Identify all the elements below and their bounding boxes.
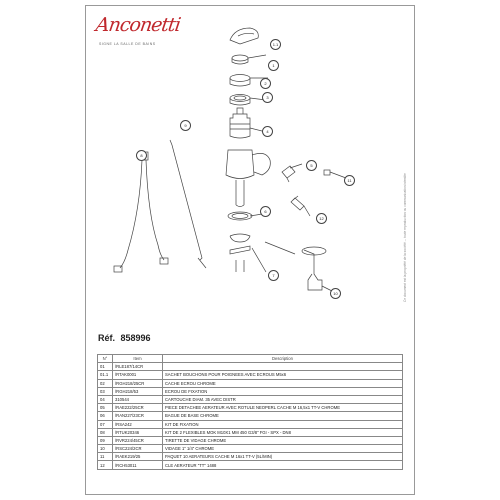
row-item: /RLE187/14CR [113,363,163,371]
row-description: BAGUE DE BASE CHROME [163,412,403,420]
nut-cover-part [230,75,250,82]
row-number: 04 [98,395,113,403]
row-item: /RAE222/25CR [113,404,163,412]
row-item: /RSA242 [113,420,163,428]
callout-3: 3 [262,92,273,103]
table-row [98,412,403,420]
parts-table [97,354,403,470]
aerator-pack [324,170,330,175]
callout-1: 1 [268,60,279,71]
callout-8: 8 [136,150,147,161]
row-number: 02 [98,379,113,387]
row-item: /RTAK0001 [113,371,163,379]
row-number: 12 [98,461,113,469]
reference-value: 858996 [120,333,151,343]
row-item: /RAN227/23CR [113,412,163,420]
table-row [98,461,403,469]
table-row [98,404,403,412]
row-item: /RVR224/45CR [113,436,163,444]
row-description: SACHET BOUCHONS POUR POIGNEES AVEC ECROUS M5x6 [163,371,403,379]
row-number: 03 [98,387,113,395]
row-description: ECROU DE FIXATION [163,387,403,395]
table-row [98,379,403,387]
table-row [98,420,403,428]
callout-1-1: 1.1 [270,39,281,50]
row-number: 08 [98,428,113,436]
reference-number [98,333,151,343]
column-header: Description [163,355,403,363]
callout-11: 11 [344,175,355,186]
row-item: 310544 [113,395,163,403]
row-description: TIRETTE DE VIDAGE CHROME [163,436,403,444]
drain-part [304,250,322,290]
table-row [98,453,403,461]
row-description: CACHE ECROU CHROME [163,379,403,387]
callout-4: 4 [262,126,273,137]
table-row [98,436,403,444]
table-row [98,428,403,436]
callout-5: 5 [306,160,317,171]
row-item: /RAEK219/25 [113,453,163,461]
brand-name: Anconetti [94,14,182,36]
table-row [98,445,403,453]
column-header: Item [113,355,163,363]
side-legal-note: Ce document est la propriété de la société ... toute reproduction ou communication interdite [403,173,407,302]
table-row [98,387,403,395]
callout-6: 6 [260,206,271,217]
row-description: CARTOUCHE DIAM. 35 AVEC DISTR [163,395,403,403]
fixing-kit [230,234,250,242]
row-number: 11 [98,453,113,461]
reference-label: Réf. [98,333,116,343]
row-description: PIECE DETACHEE AERATEUR AVEC ROTULE NEOPERL CACHE M 16,5x1 TT-V CHROME [163,404,403,412]
row-item: /RTUK20346 [113,428,163,436]
row-number: 07 [98,420,113,428]
callout-9: 9 [180,120,191,131]
table-row [98,395,403,403]
row-item: /RCH53011 [113,461,163,469]
row-number: 01 [98,363,113,371]
cap-part [232,55,248,61]
row-description [163,363,403,371]
row-item: /RGH218/53 [113,387,163,395]
table-header-row [98,355,403,363]
aerator-part [282,166,295,178]
row-number: 09 [98,436,113,444]
callout-10: 10 [330,288,341,299]
faucet-body [226,150,254,179]
column-header: N° [98,355,113,363]
lever-handle [230,28,258,44]
row-description: KIT DE 2 FLEXIBLES MOK M10X1 MM 450 G3/8" FGI - SPX - DN8 [163,428,403,436]
table-row [98,363,403,371]
fixing-nut-part [230,95,250,102]
row-description: VIDAGE 1" 1/4" CHROME [163,445,403,453]
row-item: /RGH218/25CR [113,379,163,387]
row-number: 01.1 [98,371,113,379]
row-description: CLE AERATEUR "TT" 1488 [163,461,403,469]
row-description: KIT DE FIXATION [163,420,403,428]
row-item: /RSC224/2CR [113,445,163,453]
table-row [98,371,403,379]
brand-tagline: SIGNE LA SALLE DE BAINS [99,42,156,46]
row-number: 05 [98,404,113,412]
flexible-hoses [120,160,142,268]
drain-rod [170,140,202,260]
cartridge-part [230,114,250,138]
exploded-view-drawing [90,10,390,300]
callout-7: 7 [268,270,279,281]
row-number: 06 [98,412,113,420]
row-description: PAQUET 10 AERATEURS CACHE M 16x1 TT-V (5L/MIN) [163,453,403,461]
callout-2: 2 [260,78,271,89]
callout-12: 12 [316,213,327,224]
row-number: 10 [98,445,113,453]
